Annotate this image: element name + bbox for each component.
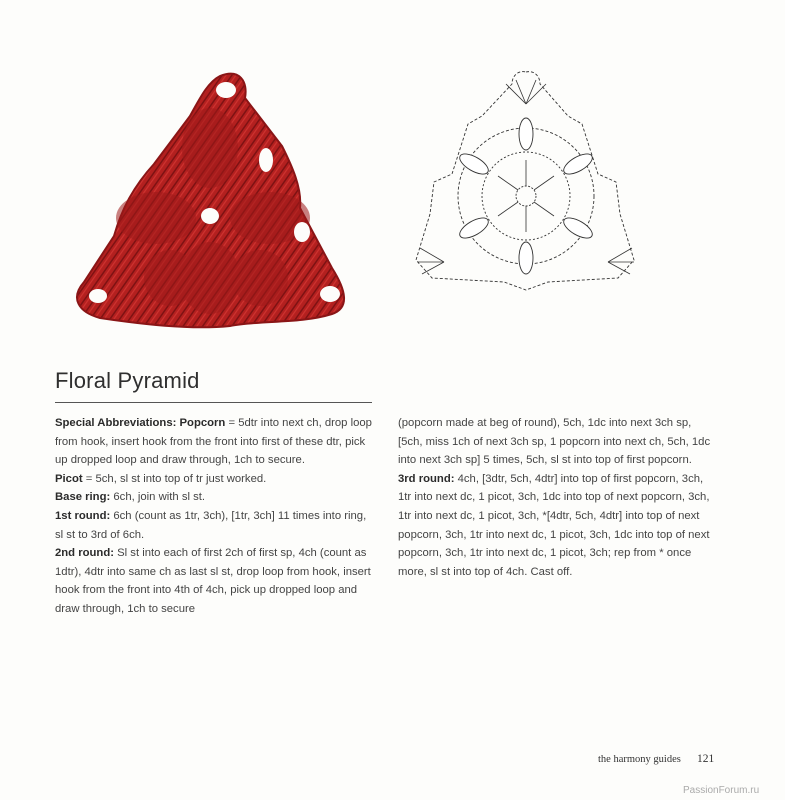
page-number: 121 [697,753,715,765]
crochet-motif-photo [70,68,352,330]
footer-guide-name: the harmony guides [598,754,681,765]
instruction-paragraph: (popcorn made at beg of round), 5ch, 1dc into next 3ch sp, [5ch, miss 1ch of next 3ch sp, 1 popcorn into next ch, 5ch, 1dc into next 3ch sp] 5 times, 5ch, sl st into top of first popcorn. [398,417,711,467]
instruction-paragraph: 3rd round: 4ch, [3dtr, 5ch, 4dtr] into top of first popcorn, 3ch, 1tr into next dc, 1 picot, 3ch, 1dc into top of next popcorn, 3ch, 1tr into next dc, 1 picot, 3ch, *[4dtr, 5ch, 4dtr] into top of next popcorn, 3ch, 1tr into next dc, 1 picot, 3ch, 1dc into top of next popcorn, 3ch, 1tr into next dc, 1 picot, 3ch; rep from * once more, sl st into top of 4ch. Cast off. [398,472,710,578]
pattern-title: Floral Pyramid [55,368,200,393]
instructions-left-column [55,414,375,619]
title-rule [55,402,372,403]
instruction-paragraph: Base ring: 6ch, join with sl st. [55,491,206,504]
watermark: PassionForum.ru [683,785,760,796]
instruction-paragraph: 1st round: 6ch (count as 1tr, 3ch), [1tr, 3ch] 11 times into ring, sl st to 3rd of 6ch. [55,509,367,541]
instruction-paragraph: Special Abbreviations: Popcorn = 5dtr into next ch, drop loop from hook, insert hook from the front into first of these dtr, pick up dropped loop and draw through, 1ch to secure. [55,417,372,467]
instruction-paragraph: Picot = 5ch, sl st into top of tr just worked. [55,472,267,485]
crochet-chart-diagram [408,64,648,300]
instruction-paragraph: 2nd round: Sl st into each of first 2ch of first sp, 4ch (count as 1dtr), 4dtr into same ch as last sl st, drop loop from hook, insert hook from the front into 4th of 4ch, pick up dropped loop and draw through, 1ch to secure [55,547,371,615]
instructions-right-column [398,414,718,581]
